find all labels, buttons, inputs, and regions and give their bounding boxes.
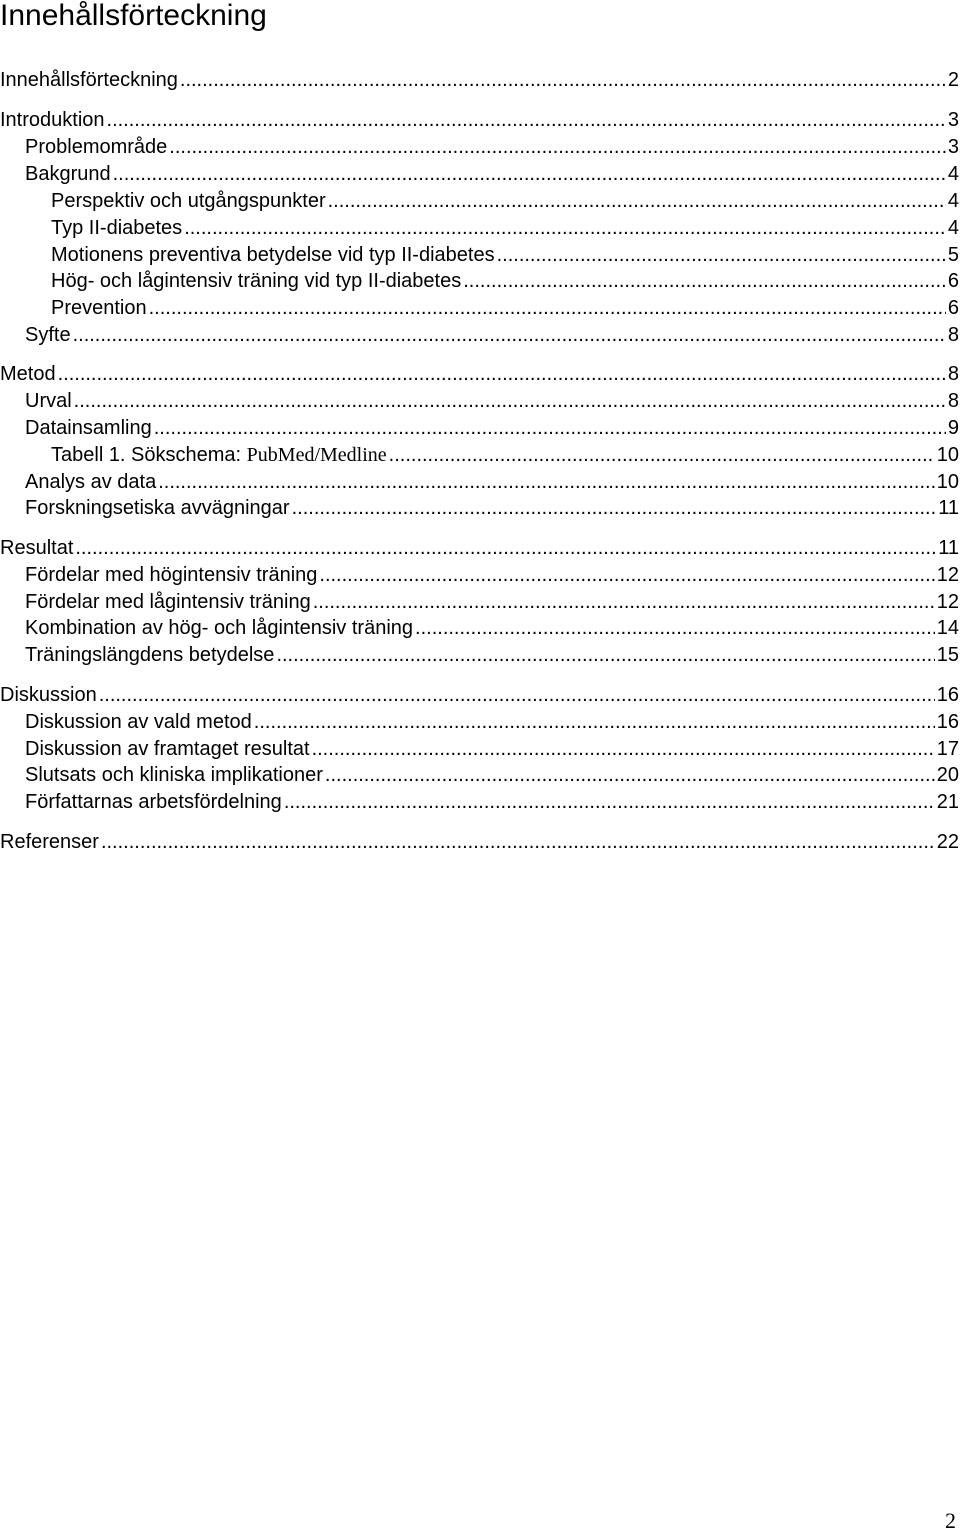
toc-entry-page: 4 [947, 217, 959, 239]
toc-entry-introduktion[interactable] [0, 107, 959, 133]
toc-entry-title: Innehållsförteckning [0, 69, 178, 91]
toc-entry-title: Diskussion av vald metod [25, 711, 252, 733]
toc-entry-lagintensiv[interactable] [0, 589, 959, 615]
toc-entry-title: Referenser [0, 831, 99, 853]
toc-entry-title: Diskussion av framtaget resultat [25, 738, 310, 760]
toc-entry-page: 15 [936, 644, 959, 666]
toc-entry-motionens-preventiva[interactable] [0, 242, 959, 268]
toc-entry-page: 4 [947, 190, 959, 212]
toc-entry-datainsamling[interactable] [0, 415, 959, 441]
dot-leader [158, 469, 935, 495]
toc-entry-page: 16 [936, 684, 959, 706]
toc-entry-bakgrund[interactable] [0, 161, 959, 187]
dot-leader [180, 67, 946, 93]
toc-entry-page: 3 [947, 136, 959, 158]
toc-entry-title: Fördelar med lågintensiv träning [25, 591, 311, 613]
toc-entry-typ-ii-diabetes[interactable] [0, 215, 959, 241]
toc-entry-page: 11 [938, 537, 959, 559]
toc-entry-title: Motionens preventiva betydelse vid typ II-diabetes [51, 244, 495, 266]
toc-entry-hog-och-lagintensiv[interactable] [0, 268, 959, 294]
dot-leader [99, 682, 935, 708]
page-number: 2 [945, 1508, 956, 1533]
dot-leader [75, 535, 936, 561]
toc-entry-title: Syfte [25, 324, 71, 346]
toc-entry-page: 6 [947, 297, 959, 319]
toc-entry-page: 10 [936, 444, 959, 466]
toc-entry-page: 2 [947, 69, 959, 91]
toc-entry-title: Datainsamling [25, 417, 152, 439]
toc-entry-metod[interactable] [0, 361, 959, 387]
dot-leader [325, 762, 935, 788]
dot-leader [319, 562, 934, 588]
dot-leader [312, 736, 935, 762]
dot-leader [313, 589, 935, 615]
dot-leader [154, 415, 946, 441]
toc-entry-page: 8 [947, 390, 959, 412]
toc-entry-page: 21 [936, 791, 959, 813]
toc-entry-page: 22 [936, 831, 959, 853]
toc-entry-syfte[interactable] [0, 322, 959, 348]
toc-entry-diskussion-metod[interactable] [0, 709, 959, 735]
toc-entry-page: 8 [947, 324, 959, 346]
toc-entry-page: 8 [947, 363, 959, 385]
dot-leader [149, 295, 946, 321]
toc-entry-title: Kombination av hög- och lågintensiv träning [25, 617, 414, 639]
toc-entry-resultat[interactable] [0, 535, 959, 561]
toc-entry-page: 17 [936, 738, 959, 760]
toc-entry-title: Diskussion [0, 684, 97, 706]
toc-entry-diskussion[interactable] [0, 682, 959, 708]
toc-entry-title-prefix: Tabell 1. Sökschema: [51, 444, 247, 466]
toc-entry-slutsats[interactable] [0, 762, 959, 788]
dot-leader [254, 709, 935, 735]
toc-entry-title: Träningslängdens betydelse [25, 644, 275, 666]
toc-entry-title: Urval [25, 390, 72, 412]
dot-leader [328, 188, 946, 214]
toc-entry-page: 4 [947, 163, 959, 185]
toc-entry-page: 6 [947, 270, 959, 292]
toc-entry-title: Fördelar med högintensiv träning [25, 564, 318, 586]
dot-leader [463, 268, 946, 294]
toc-entry-title: Slutsats och kliniska implikationer [25, 764, 323, 786]
toc-entry-title: Introduktion [0, 109, 105, 131]
dot-leader [58, 361, 946, 387]
dot-leader [74, 388, 946, 414]
toc-entry-forskningsetiska[interactable] [0, 495, 959, 521]
toc-entry-title: Analys av data [25, 471, 157, 493]
toc-entry-traningslangd[interactable] [0, 642, 959, 668]
toc-entry-title: Metod [0, 363, 56, 385]
toc-entry-page: 10 [936, 471, 959, 493]
toc-entry-title: Problemområde [25, 136, 168, 158]
toc-entry-page: 9 [947, 417, 959, 439]
toc-entry-page: 20 [936, 764, 959, 786]
dot-leader [101, 829, 935, 855]
toc-entry-prevention[interactable] [0, 295, 959, 321]
toc-entry-page: 11 [938, 497, 959, 519]
page-title: Innehållsförteckning [0, 0, 267, 32]
dot-leader [107, 107, 946, 133]
dot-leader [292, 495, 937, 521]
toc-entry-kombination[interactable] [0, 615, 959, 641]
toc-entry-diskussion-resultat[interactable] [0, 736, 959, 762]
dot-leader [415, 615, 935, 641]
dot-leader [113, 161, 946, 187]
toc-entry-title: Bakgrund [25, 163, 111, 185]
dot-leader [184, 215, 946, 241]
dot-leader [169, 134, 946, 160]
toc-entry-title: Prevention [51, 297, 147, 319]
toc-entry-title: Perspektiv och utgångspunkter [51, 190, 326, 212]
toc-entry-referenser[interactable] [0, 829, 959, 855]
toc-entry-title: Hög- och lågintensiv träning vid typ II-diabetes [51, 270, 462, 292]
toc-entry-page: 16 [936, 711, 959, 733]
toc-entry-title-database: PubMed/Medline [246, 444, 387, 466]
toc-entry-perspektiv[interactable] [0, 188, 959, 214]
dot-leader [389, 442, 935, 468]
toc-entry-analys-av-data[interactable] [0, 469, 959, 495]
dot-leader [497, 242, 946, 268]
toc-entry-title: Resultat [0, 537, 74, 559]
dot-leader [276, 642, 934, 668]
toc-entry-page: 14 [936, 617, 959, 639]
toc-entry-arbetsfordelning[interactable] [0, 789, 959, 815]
toc-entry-urval[interactable] [0, 388, 959, 414]
toc-entry-innehallsforteckning[interactable] [0, 67, 959, 93]
dot-leader [284, 789, 935, 815]
toc-entry-page: 3 [947, 109, 959, 131]
toc-entry-page: 12 [936, 591, 959, 613]
toc-entry-tabell-1[interactable] [0, 442, 959, 468]
toc-entry-title [51, 442, 387, 468]
toc-entry-title: Författarnas arbetsfördelning [25, 791, 282, 813]
toc-entry-page: 5 [947, 244, 959, 266]
toc-entry-hogintensiv[interactable] [0, 562, 959, 588]
dot-leader [73, 322, 946, 348]
toc-entry-title: Forskningsetiska avvägningar [25, 497, 290, 519]
toc-entry-title: Typ II-diabetes [51, 217, 183, 239]
toc-entry-page: 12 [936, 564, 959, 586]
toc-entry-problemomrade[interactable] [0, 134, 959, 160]
